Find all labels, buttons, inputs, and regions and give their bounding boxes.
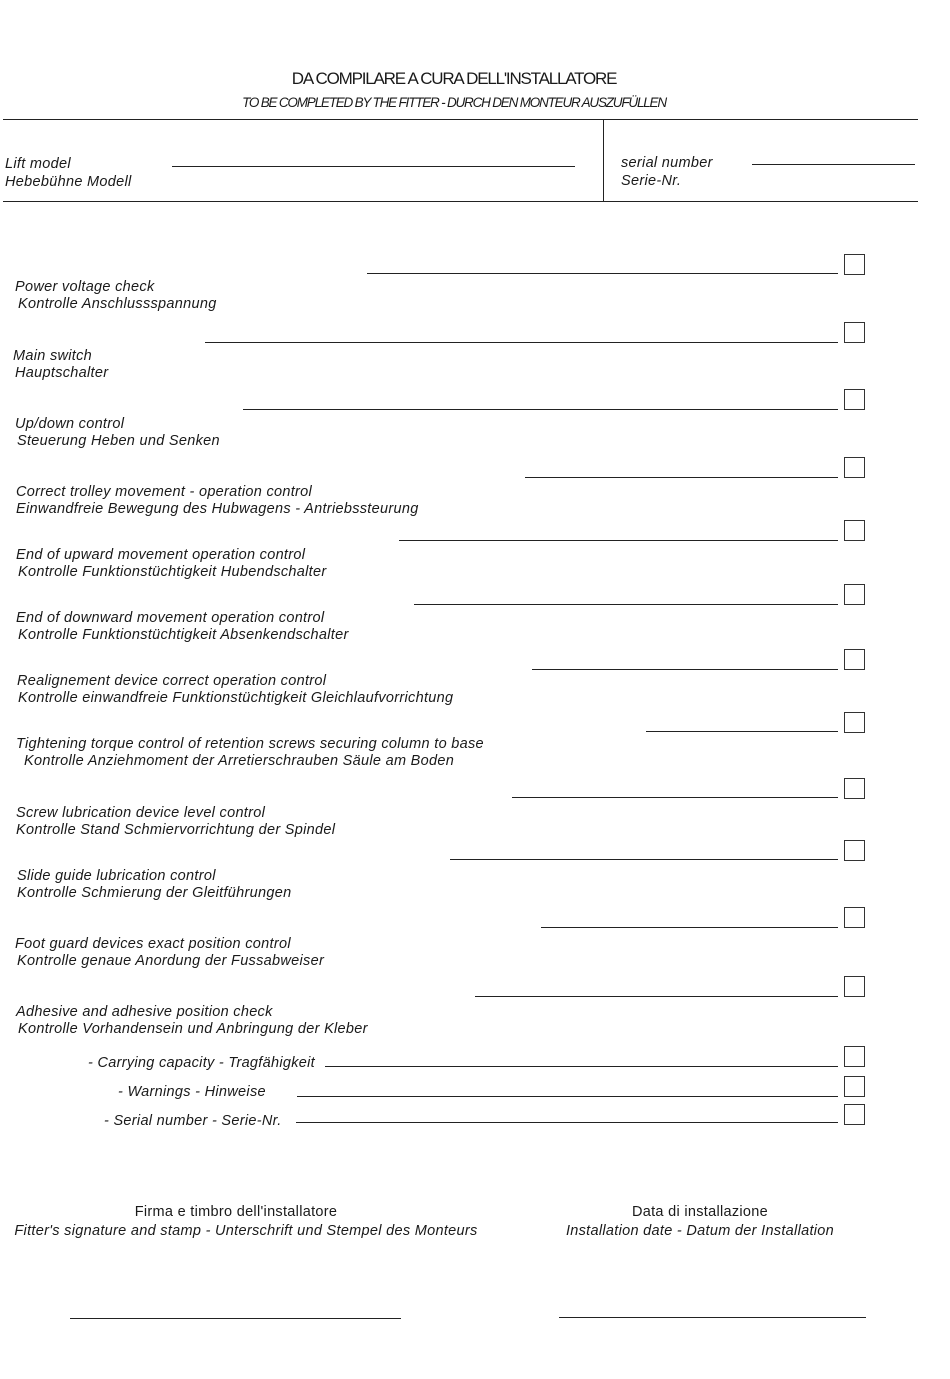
lift-model-field[interactable]	[172, 166, 575, 167]
page-subtitle: TO BE COMPLETED BY THE FITTER - DURCH DEN MONTEUR AUSZUFÜLLEN	[242, 95, 666, 110]
check-label-trolley: Correct trolley movement - operation control Einwandfreie Bewegung des Hubwagens - Antriebssteurung	[16, 484, 419, 517]
checkbox-up-down[interactable]	[844, 389, 865, 410]
checkbox-power-voltage[interactable]	[844, 254, 865, 275]
subcheck-line-serial-number[interactable]	[296, 1122, 838, 1123]
fitter-signature-field[interactable]	[70, 1318, 401, 1319]
check-line-torque[interactable]	[646, 731, 838, 732]
fitter-signature-title: Firma e timbro dell'installatore	[134, 1204, 338, 1220]
check-label-torque: Tightening torque control of retention screws securing column to base Kontrolle Anziehmoment der Arretierschrauben Säule am Boden	[16, 736, 484, 769]
check-label-foot-guard: Foot guard devices exact position control Kontrolle genaue Anordung der Fussabweiser	[15, 936, 325, 969]
checkbox-slide-guide[interactable]	[844, 840, 865, 861]
table-bottom-border	[3, 201, 918, 202]
check-label-screw-lubrication: Screw lubrication device level control Kontrolle Stand Schmiervorrichtung der Spindel	[16, 805, 336, 838]
check-label-up-down: Up/down control Steuerung Heben und Senken	[15, 416, 220, 449]
serial-number-field[interactable]	[752, 164, 915, 165]
check-line-main-switch[interactable]	[205, 342, 838, 343]
checkbox-serial-number[interactable]	[844, 1104, 865, 1125]
check-label-main-switch: Main switch Hauptschalter	[13, 348, 109, 381]
check-label-power-voltage: Power voltage check Kontrolle Anschlussspannung	[15, 279, 217, 312]
subcheck-line-warnings[interactable]	[297, 1096, 838, 1097]
check-label-adhesive: Adhesive and adhesive position check Kontrolle Vorhandensein und Anbringung der Kleber	[16, 1004, 368, 1037]
installation-date-subtitle: Installation date - Datum der Installation	[565, 1223, 835, 1239]
check-line-realignment[interactable]	[532, 669, 838, 670]
checkbox-carrying-capacity[interactable]	[844, 1046, 865, 1067]
checkbox-downward-end[interactable]	[844, 584, 865, 605]
check-label-realignment: Realignement device correct operation control Kontrolle einwandfreie Funktionstüchtigkeit Gleichlaufvorrichtung	[17, 673, 454, 706]
check-line-adhesive[interactable]	[475, 996, 838, 997]
installation-date-title: Data di installazione	[631, 1204, 769, 1220]
check-line-screw-lubrication[interactable]	[512, 797, 838, 798]
subcheck-label-warnings: - Warnings - Hinweise	[118, 1084, 266, 1100]
checkbox-screw-lubrication[interactable]	[844, 778, 865, 799]
check-line-up-down[interactable]	[243, 409, 838, 410]
subcheck-line-carrying-capacity[interactable]	[325, 1066, 838, 1067]
checkbox-trolley[interactable]	[844, 457, 865, 478]
checkbox-warnings[interactable]	[844, 1076, 865, 1097]
checkbox-realignment[interactable]	[844, 649, 865, 670]
check-line-slide-guide[interactable]	[450, 859, 838, 860]
checkbox-torque[interactable]	[844, 712, 865, 733]
check-line-trolley[interactable]	[525, 477, 838, 478]
subcheck-label-carrying-capacity: - Carrying capacity - Tragfähigkeit	[88, 1055, 316, 1071]
lift-model-label: Lift model Hebebühne Modell	[5, 156, 132, 190]
checkbox-main-switch[interactable]	[844, 322, 865, 343]
page-title: DA COMPILARE A CURA DELL'INSTALLATORE	[291, 69, 617, 88]
table-divider	[603, 119, 604, 201]
installation-date-field[interactable]	[559, 1317, 866, 1318]
check-line-power-voltage[interactable]	[367, 273, 838, 274]
check-line-upward-end[interactable]	[399, 540, 838, 541]
checkbox-upward-end[interactable]	[844, 520, 865, 541]
check-label-slide-guide: Slide guide lubrication control Kontrolle Schmierung der Gleitführungen	[17, 868, 292, 901]
checkbox-adhesive[interactable]	[844, 976, 865, 997]
serial-number-label: serial number Serie-Nr.	[621, 155, 713, 189]
subcheck-label-serial-number: - Serial number - Serie-Nr.	[104, 1113, 282, 1129]
check-line-foot-guard[interactable]	[541, 927, 838, 928]
fitter-signature-subtitle: Fitter's signature and stamp - Unterschrift und Stempel des Monteurs	[14, 1223, 478, 1239]
check-label-downward-end: End of downward movement operation control Kontrolle Funktionstüchtigkeit Absenkendschalter	[16, 610, 349, 643]
check-label-upward-end: End of upward movement operation control Kontrolle Funktionstüchtigkeit Hubendschalter	[16, 547, 327, 580]
check-line-downward-end[interactable]	[414, 604, 838, 605]
table-top-border	[3, 119, 918, 120]
checkbox-foot-guard[interactable]	[844, 907, 865, 928]
